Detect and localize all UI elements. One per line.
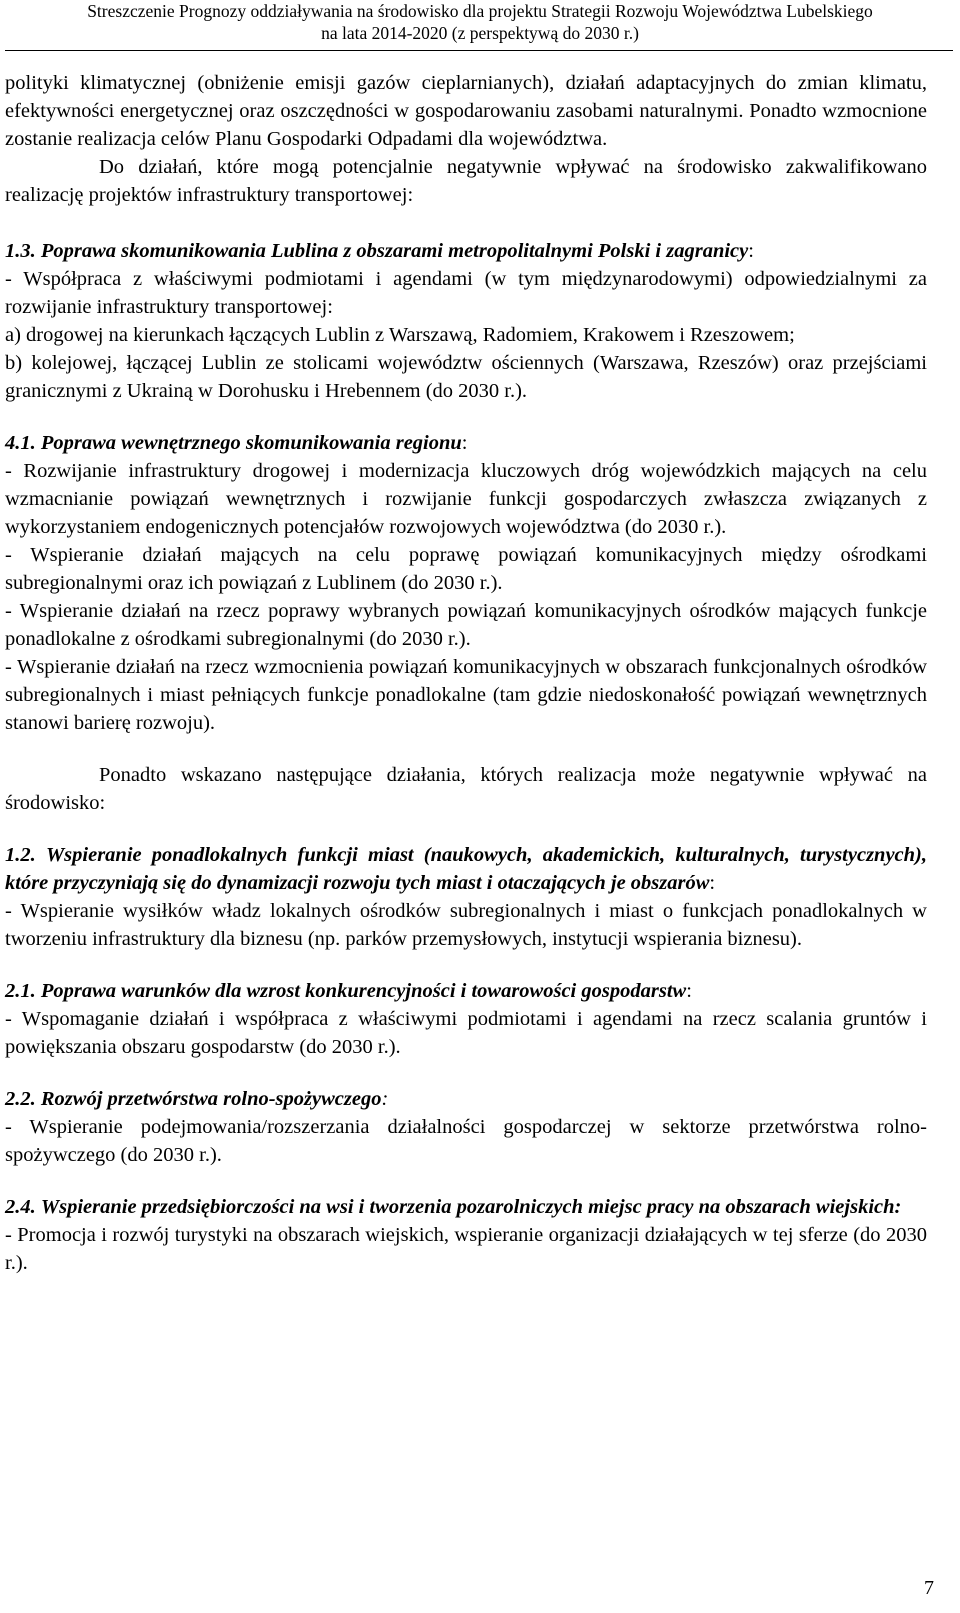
list-item: - Promocja i rozwój turystyki na obszarach wiejskich, wspieranie organizacji działających w tej sferze (do 2030 r.).: [5, 1224, 927, 1274]
section-colon: :: [381, 1088, 389, 1110]
section-title: Rozwój przetwórstwa rolno-spożywczego: [40, 1088, 382, 1110]
running-header-line-1: Streszczenie Prognozy oddziaływania na środowisko dla projektu Strategii Rozwoju Województwa Lubelskiego: [87, 1, 873, 21]
running-header: [0, 0, 960, 44]
list-item: b) kolejowej, łączącej Lublin ze stolicami województw ościennych (Warszawa, Rzeszów) oraz przejściami granicznymi z Ukrainą w Dorohusku i Hrebennem (do 2030 r.).: [5, 352, 927, 402]
section-title: Poprawa skomunikowania Lublina z obszarami metropolitalnymi Polski i zagranicy: [40, 240, 749, 262]
list-item: - Rozwijanie infrastruktury drogowej i modernizacja kluczowych dróg wojewódzkich mających na celu wzmacnianie powiązań wewnętrznych i rozwijanie funkcji gospodarczych zwłaszcza związanych z wykorzystaniem endogenicznych potencjałów rozwojowych województwa (do 2030 r.).: [5, 460, 927, 538]
intro-paragraph: polityki klimatycznej (obniżenie emisji gazów cieplarnianych), działań adaptacyjnych do zmian klimatu, efektywności energetycznej oraz oszczędności w gospodarowaniu zasobami naturalnymi. Ponadto wzmocnione zostanie realizacja celów Planu Gospodarki Odpadami dla województwa.: [5, 72, 927, 150]
list-item: a) drogowej na kierunkach łączących Lublin z Warszawą, Radomiem, Krakowem i Rzeszowem;: [5, 324, 795, 346]
header-rule: [5, 50, 953, 51]
section-number: 2.1.: [5, 980, 36, 1002]
section-colon: :: [686, 980, 692, 1002]
list-item: - Wspieranie podejmowania/rozszerzania działalności gospodarczej w sektorze przetwórstwa rolno-spożywczego (do 2030 r.).: [5, 1116, 927, 1166]
running-header-line-2: na lata 2014-2020 (z perspektywą do 2030 r.): [321, 23, 639, 43]
section-colon: :: [709, 872, 716, 894]
section-2-1-heading: [5, 977, 927, 1005]
list-item: - Wspieranie działań na rzecz wzmocnienia powiązań komunikacyjnych w obszarach funkcjonalnych ośrodków subregionalnych i miast pełniących funkcje ponadlokalne (tam gdzie niedoskonałość powiązań wewnętrznych stanowi barierę rozwoju).: [5, 656, 927, 734]
section-1-2-heading: [5, 841, 927, 897]
section-title: Poprawa wewnętrznego skomunikowania regionu: [40, 432, 462, 454]
list-item: - Wspomaganie działań i współpraca z właściwymi podmiotami i agendami na rzecz scalania gruntów i powiększania obszaru gospodarstw (do 2030 r.).: [5, 1008, 927, 1058]
document-body: [5, 69, 927, 1277]
section-title: Poprawa warunków dla wzrost konkurencyjności i towarowości gospodarstw: [40, 980, 687, 1002]
section-number: 2.4.: [5, 1196, 36, 1218]
section-title: Wspieranie przedsiębiorczości na wsi i tworzenia pozarolniczych miejsc pracy na obszarach wiejskich:: [40, 1196, 902, 1218]
list-item: - Współpraca z właściwymi podmiotami i agendami (w tym międzynarodowymi) odpowiedzialnymi za rozwijanie infrastruktury transportowej:: [5, 268, 927, 318]
list-item: - Wspieranie działań na rzecz poprawy wybranych powiązań komunikacyjnych ośrodków mających funkcje ponadlokalne z ośrodkami subregionalnymi (do 2030 r.).: [5, 600, 927, 650]
list-item: - Wspieranie działań mających na celu poprawę powiązań komunikacyjnych między ośrodkami subregionalnymi oraz ich powiązań z Lublinem (do 2030 r.).: [5, 544, 927, 594]
section-number: 4.1.: [5, 432, 36, 454]
section-colon: :: [748, 240, 754, 262]
page-number: 7: [924, 1577, 934, 1599]
section-number: 1.2.: [5, 844, 36, 866]
section-number: 2.2.: [5, 1088, 36, 1110]
list-item: - Wspieranie wysiłków władz lokalnych ośrodków subregionalnych i miast o funkcjach ponadlokalnych w tworzeniu infrastruktury dla biznesu (np. parków przemysłowych, instytucji wspierania biznesu).: [5, 900, 927, 950]
section-colon: :: [461, 432, 468, 454]
section-title: Wspieranie ponadlokalnych funkcji miast (naukowych, akademickich, kulturalnych, turystycznych), które przyczyniają się do dynamizacji rozwoju tych miast i otaczających je obszarów: [5, 844, 927, 894]
section-2-2-heading: [5, 1085, 927, 1113]
intro-paragraph-transport: Do działań, które mogą potencjalnie negatywnie wpływać na środowisko zakwalifikowano realizację projektów infrastruktury transportowej:: [5, 156, 927, 206]
section-number: 1.3.: [5, 240, 36, 262]
section-4-1-heading: [5, 429, 927, 457]
section-1-3-heading: [5, 237, 927, 265]
section-2-4-heading: [5, 1193, 927, 1221]
transition-paragraph: Ponadto wskazano następujące działania, których realizacja może negatywnie wpływać na środowisko:: [5, 764, 927, 814]
